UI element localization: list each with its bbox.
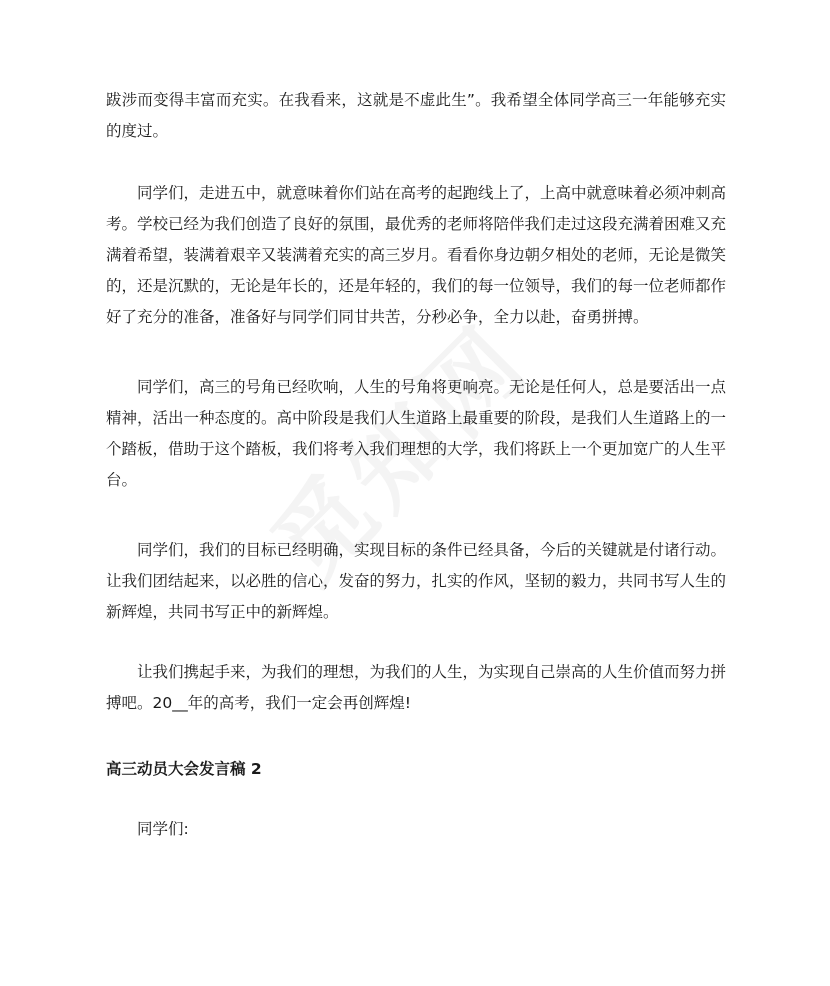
paragraph: 让我们携起手来，为我们的理想，为我们的人生，为实现自己崇高的人生价值而努力拼搏吧。20__年的高考，我们一定会再创辉煌! [106,663,727,712]
greeting: 同学们: [137,820,189,838]
paragraph: 同学们，高三的号角已经吹响，人生的号角将更响亮。无论是任何人，总是要活出一点精神，活出一种态度的。高中阶段是我们人生道路上最重要的阶段，是我们人生道路上的一个踏板，借助于这个踏板，我们将考入我们理想的大学，我们将跃上一个更加宽广的人生平台。 [106,378,727,489]
paragraph-continuation: 跋涉而变得丰富而充实。在我看来，这就是不虚此生”。我希望全体同学高三一年能够充实的度过。 [106,91,726,140]
section-heading: 高三动员大会发言稿 2 [106,760,262,778]
paragraph: 同学们，走进五中，就意味着你们站在高考的起跑线上了，上高中就意味着必须冲刺高考。学校已经为我们创造了良好的氛围，最优秀的老师将陪伴我们走过这段充满着困难又充满着希望，装满着艰辛又装满着充实的高三岁月。看看你身边朝夕相处的老师，无论是微笑的，还是沉默的，无论是年长的，还是年轻的，我们的每一位领导，我们的每一位老师都作好了充分的准备，准备好与同学们同甘共苦，分秒必争，全力以赴，奋勇拼搏。 [106,184,727,326]
paragraph: 同学们，我们的目标已经明确，实现目标的条件已经具备，今后的关键就是付诸行动。让我们团结起来，以必胜的信心，发奋的努力，扎实的作风，坚韧的毅力，共同书写人生的新辉煌，共同书写正中的新辉煌。 [106,541,727,621]
